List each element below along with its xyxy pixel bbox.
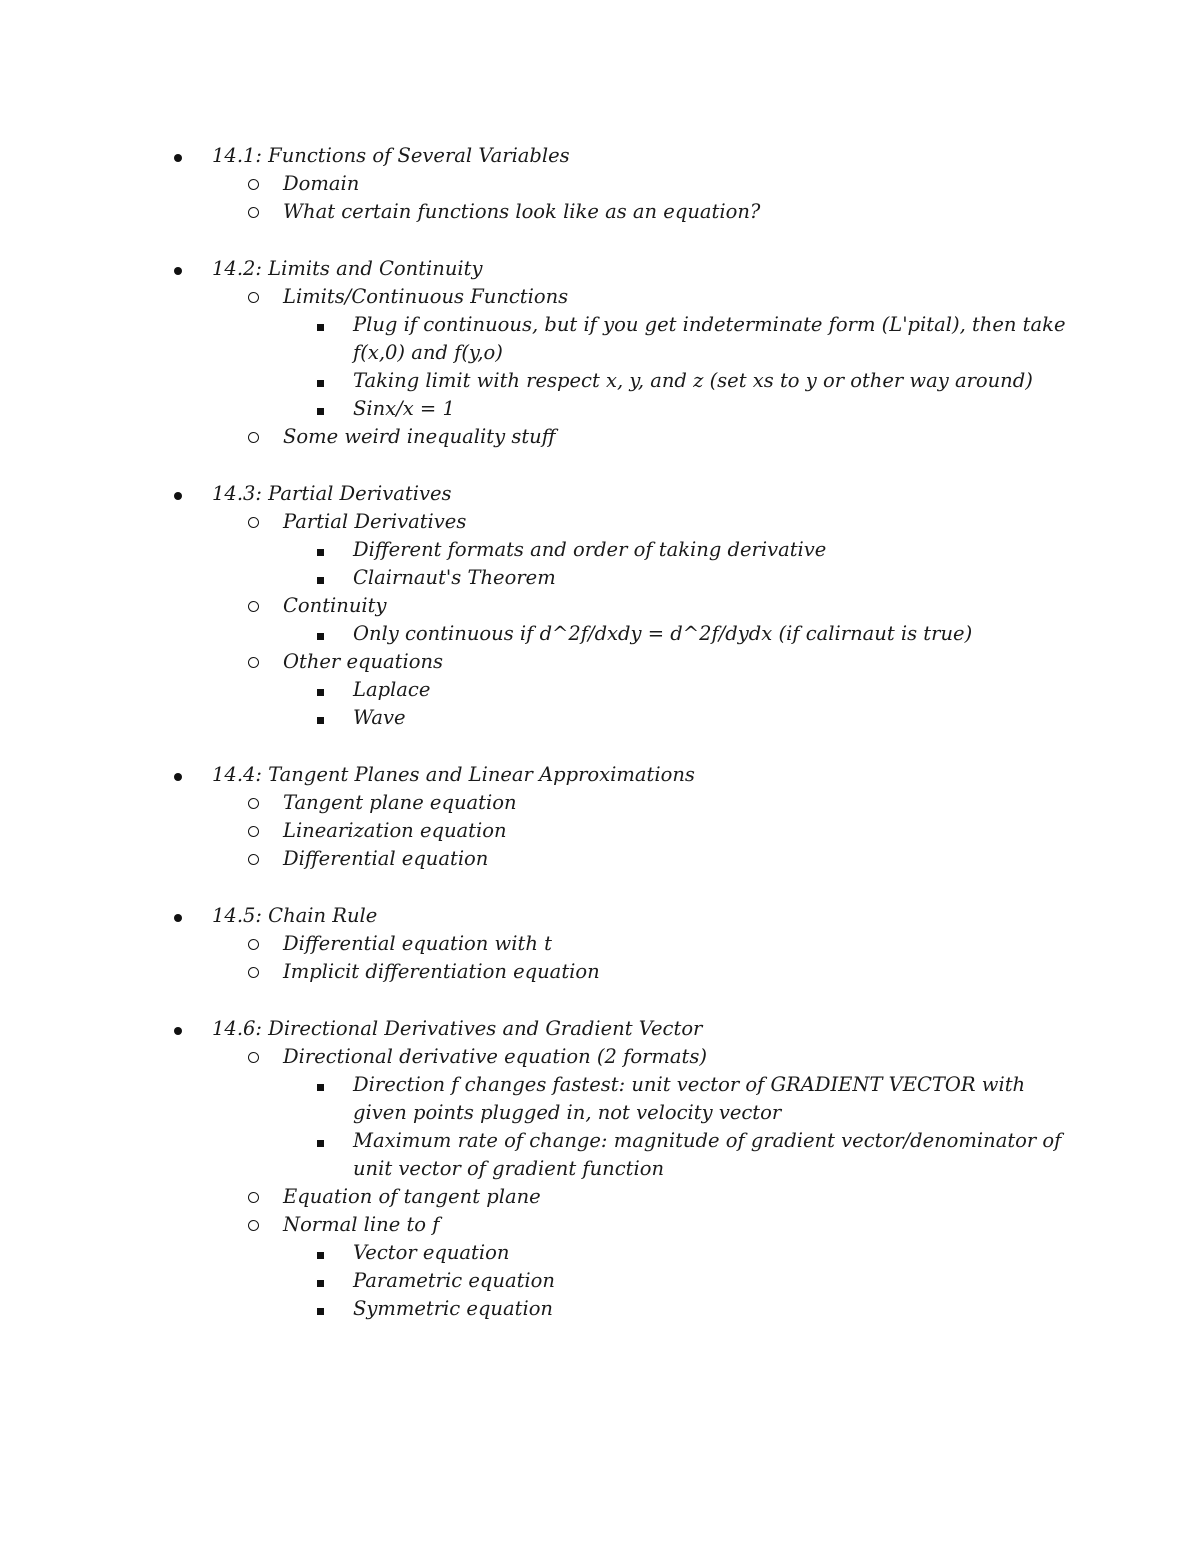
outline-subitem-row xyxy=(0,1239,1200,1267)
outline-section xyxy=(0,761,1200,873)
section-heading-row xyxy=(0,142,1200,170)
outline-subitem-text: Symmetric equation xyxy=(353,1297,553,1320)
outline-subitem-row xyxy=(0,564,1200,592)
bullet-square-icon xyxy=(317,564,324,592)
outline-item-row xyxy=(0,789,1200,817)
bullet-circle-icon xyxy=(248,198,259,226)
outline-item-label: Differential equation xyxy=(283,847,489,870)
outline-subitem-text: Sinx/x = 1 xyxy=(353,397,455,420)
outline-item-row xyxy=(0,423,1200,451)
bullet-circle-icon xyxy=(248,1211,259,1239)
bullet-square-icon xyxy=(317,620,324,648)
outline-subitem-text: Only continuous if d^2f/dxdy = d^2f/dydx (if calirnaut is true) xyxy=(353,622,973,645)
bullet-square-icon xyxy=(317,311,324,339)
outline-item-label: Partial Derivatives xyxy=(283,510,467,533)
outline-item-label: What certain functions look like as an equation? xyxy=(283,200,761,223)
section-title: 14.3: Partial Derivatives xyxy=(212,482,452,505)
outline-item-label: Differential equation with t xyxy=(283,932,552,955)
study-outline xyxy=(0,142,1200,1352)
outline-subitem-text: Clairnaut's Theorem xyxy=(353,566,556,589)
outline-item-label: Limits/Continuous Functions xyxy=(283,285,569,308)
outline-item-row xyxy=(0,198,1200,226)
bullet-square-icon xyxy=(317,367,324,395)
bullet-square-icon xyxy=(317,536,324,564)
outline-section xyxy=(0,1015,1200,1323)
section-title: 14.2: Limits and Continuity xyxy=(212,257,483,280)
outline-subitem-row xyxy=(0,676,1200,704)
outline-item-row xyxy=(0,648,1200,676)
bullet-dot-icon xyxy=(174,1015,182,1043)
outline-item-label: Tangent plane equation xyxy=(283,791,517,814)
outline-section xyxy=(0,255,1200,451)
bullet-square-icon xyxy=(317,1239,324,1267)
outline-subitem-text: Taking limit with respect x, y, and z (set xs to y or other way around) xyxy=(353,369,1033,392)
outline-subitem-row xyxy=(0,1071,1200,1127)
bullet-circle-icon xyxy=(248,648,259,676)
bullet-square-icon xyxy=(317,1127,324,1155)
outline-item-label: Other equations xyxy=(283,650,444,673)
section-heading-row xyxy=(0,255,1200,283)
outline-subitem-row xyxy=(0,1127,1200,1183)
bullet-square-icon xyxy=(317,1071,324,1099)
section-title: 14.5: Chain Rule xyxy=(212,904,378,927)
section-title: 14.6: Directional Derivatives and Gradient Vector xyxy=(212,1017,703,1040)
bullet-circle-icon xyxy=(248,592,259,620)
section-heading-row xyxy=(0,480,1200,508)
bullet-circle-icon xyxy=(248,170,259,198)
section-title: 14.4: Tangent Planes and Linear Approximations xyxy=(212,763,695,786)
bullet-circle-icon xyxy=(248,283,259,311)
bullet-circle-icon xyxy=(248,508,259,536)
section-heading-row xyxy=(0,761,1200,789)
bullet-dot-icon xyxy=(174,142,182,170)
section-heading-row xyxy=(0,902,1200,930)
bullet-square-icon xyxy=(317,704,324,732)
outline-subitem-row xyxy=(0,620,1200,648)
outline-subitem-text: Plug if continuous, but if you get indeterminate form (L'pital), then take f(x,0) and f(y,o) xyxy=(353,313,1066,364)
bullet-circle-icon xyxy=(248,845,259,873)
outline-item-row xyxy=(0,283,1200,311)
section-heading-row xyxy=(0,1015,1200,1043)
bullet-circle-icon xyxy=(248,423,259,451)
outline-item-label: Some weird inequality stuff xyxy=(283,425,556,448)
outline-item-row xyxy=(0,930,1200,958)
bullet-square-icon xyxy=(317,1295,324,1323)
outline-subitem-row xyxy=(0,1295,1200,1323)
outline-item-row xyxy=(0,508,1200,536)
bullet-square-icon xyxy=(317,676,324,704)
outline-subitem-text: Parametric equation xyxy=(353,1269,555,1292)
outline-item-label: Continuity xyxy=(283,594,387,617)
outline-item-label: Normal line to f xyxy=(283,1213,440,1236)
outline-item-row xyxy=(0,170,1200,198)
outline-subitem-row xyxy=(0,311,1200,367)
bullet-circle-icon xyxy=(248,1183,259,1211)
bullet-square-icon xyxy=(317,1267,324,1295)
bullet-circle-icon xyxy=(248,789,259,817)
outline-subitem-text: Direction f changes fastest: unit vector of GRADIENT VECTOR with given points plugged in, not velocity vector xyxy=(353,1073,1026,1124)
outline-item-row xyxy=(0,1183,1200,1211)
bullet-dot-icon xyxy=(174,761,182,789)
bullet-circle-icon xyxy=(248,1043,259,1071)
outline-item-label: Implicit differentiation equation xyxy=(283,960,600,983)
outline-item-label: Equation of tangent plane xyxy=(283,1185,541,1208)
outline-subitem-row xyxy=(0,704,1200,732)
outline-subitem-text: Maximum rate of change: magnitude of gradient vector/denominator of unit vector of gradient function xyxy=(353,1129,1062,1180)
bullet-dot-icon xyxy=(174,255,182,283)
outline-item-row xyxy=(0,958,1200,986)
outline-subitem-row xyxy=(0,367,1200,395)
outline-section xyxy=(0,480,1200,732)
outline-subitem-text: Laplace xyxy=(353,678,431,701)
bullet-circle-icon xyxy=(248,958,259,986)
outline-item-row xyxy=(0,817,1200,845)
bullet-circle-icon xyxy=(248,817,259,845)
bullet-square-icon xyxy=(317,395,324,423)
bullet-dot-icon xyxy=(174,480,182,508)
outline-item-label: Domain xyxy=(283,172,360,195)
outline-item-row xyxy=(0,845,1200,873)
outline-item-label: Directional derivative equation (2 formats) xyxy=(283,1045,707,1068)
bullet-dot-icon xyxy=(174,902,182,930)
bullet-circle-icon xyxy=(248,930,259,958)
outline-section xyxy=(0,902,1200,986)
outline-subitem-row xyxy=(0,395,1200,423)
outline-item-label: Linearization equation xyxy=(283,819,507,842)
outline-item-row xyxy=(0,592,1200,620)
outline-subitem-text: Vector equation xyxy=(353,1241,510,1264)
outline-item-row xyxy=(0,1043,1200,1071)
outline-subitem-row xyxy=(0,536,1200,564)
outline-item-row xyxy=(0,1211,1200,1239)
section-title: 14.1: Functions of Several Variables xyxy=(212,144,570,167)
outline-subitem-text: Different formats and order of taking derivative xyxy=(353,538,827,561)
outline-subitem-text: Wave xyxy=(353,706,406,729)
outline-subitem-row xyxy=(0,1267,1200,1295)
outline-section xyxy=(0,142,1200,226)
